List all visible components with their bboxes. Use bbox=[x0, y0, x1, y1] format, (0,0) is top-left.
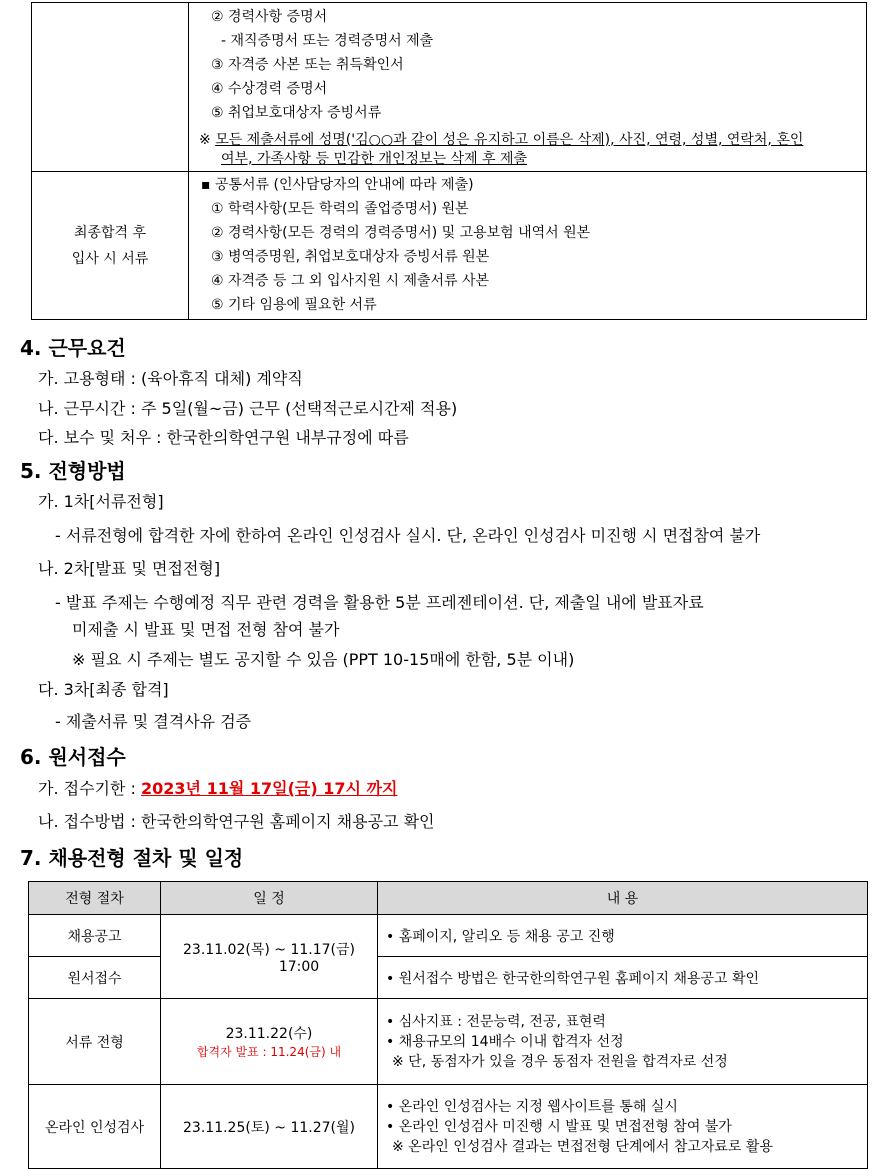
content-line: • 온라인 인성검사는 지정 웹사이트를 통해 실시 bbox=[386, 1098, 678, 1115]
row-label-empty bbox=[32, 3, 189, 172]
deadline bbox=[38, 776, 397, 799]
list-item: ④ 자격증 등 그 외 입사지원 시 제출서류 사본 bbox=[211, 273, 490, 289]
list-item: ② 경력사항(모든 경력의 경력증명서) 및 고용보험 내역서 원본 bbox=[211, 225, 591, 241]
list-item: ⑤ 취업보호대상자 증빙서류 bbox=[211, 105, 382, 121]
list-item: ③ 자격증 사본 또는 취득확인서 bbox=[211, 57, 404, 73]
column-header: 내 용 bbox=[378, 882, 868, 915]
privacy-note bbox=[199, 131, 866, 169]
table-row bbox=[29, 1085, 868, 1169]
table-row bbox=[32, 3, 867, 172]
stage-2-detail-cont: 미제출 시 발표 및 면접 전형 참여 불가 bbox=[72, 620, 340, 639]
working-hours: 나. 근무시간 : 주 5일(월~금) 근무 (선택적근로시간제 적용) bbox=[38, 399, 458, 418]
section-title-4: 4. 근무요건 bbox=[20, 336, 126, 360]
step-cell: 원서접수 bbox=[29, 957, 161, 999]
note-text: 모든 제출서류에 성명('김○○과 같이 성은 유지하고 이름은 삭제), 사진, 연령, 성별, 연락처, 혼인 bbox=[215, 132, 804, 148]
documents-table bbox=[31, 2, 867, 320]
content-cell bbox=[378, 999, 868, 1085]
note-text-cont: 여부, 가족사항 등 민감한 개인정보는 삭제 후 제출 bbox=[221, 151, 528, 167]
section-title-7: 7. 채용전형 절차 및 일정 bbox=[20, 846, 244, 870]
step-cell: 채용공고 bbox=[29, 915, 161, 957]
step-cell: 서류 전형 bbox=[29, 999, 161, 1085]
table-row bbox=[29, 999, 868, 1085]
date-line: 23.11.22(수) bbox=[225, 1026, 313, 1042]
date-line: 23.11.02(목) ~ 11.17(금) bbox=[183, 941, 355, 958]
step-cell: 온라인 인성검사 bbox=[29, 1085, 161, 1169]
date-cell: 23.11.25(토) ~ 11.27(월) bbox=[161, 1085, 378, 1169]
row-content bbox=[189, 3, 867, 172]
list-item: ⑤ 기타 임용에 필요한 서류 bbox=[211, 297, 377, 313]
content-line: • 심사지표 : 전문능력, 전공, 표현력 bbox=[386, 1013, 606, 1030]
column-header: 일 정 bbox=[161, 882, 378, 915]
list-item: ③ 병역증명원, 취업보호대상자 증빙서류 원본 bbox=[211, 249, 490, 265]
row-label bbox=[32, 172, 189, 320]
date-cell bbox=[161, 999, 378, 1085]
deadline-value: 2023년 11월 17일(금) 17시 까지 bbox=[141, 779, 398, 798]
list-item: ▪ 공통서류 (인사담당자의 안내에 따라 제출) bbox=[201, 177, 474, 193]
section-title-6: 6. 원서접수 bbox=[20, 745, 126, 769]
announce-date: 합격자 발표 : 11.24(금) 내 bbox=[196, 1045, 342, 1059]
column-header: 전형 절차 bbox=[29, 882, 161, 915]
content-line: • 채용규모의 14배수 이내 합격자 선정 bbox=[386, 1033, 624, 1050]
list-item: - 재직증명서 또는 경력증명서 제출 bbox=[221, 33, 434, 49]
content-line: • 온라인 인성검사 미진행 시 발표 및 면접전형 참여 불가 bbox=[386, 1118, 732, 1135]
content-line: ※ 온라인 인성검사 결과는 면접전형 단계에서 참고자료로 활용 bbox=[392, 1138, 773, 1155]
list-item: ② 경력사항 증명서 bbox=[211, 9, 328, 25]
stage-2: 나. 2차[발표 및 면접전형] bbox=[38, 559, 221, 578]
section-title-5: 5. 전형방법 bbox=[20, 459, 126, 483]
stage-1-detail: - 서류전형에 합격한 자에 한하여 온라인 인성검사 실시. 단, 온라인 인성검사 미진행 시 면접참여 불가 bbox=[55, 526, 761, 545]
deadline-label: 가. 접수기한 : bbox=[38, 779, 142, 798]
stage-3: 다. 3차[최종 합격] bbox=[38, 680, 169, 699]
content-cell: • 원서접수 방법은 한국한의학연구원 홈페이지 채용공고 확인 bbox=[378, 957, 868, 999]
list-item: ① 학력사항(모든 학력의 졸업증명서) 원본 bbox=[211, 201, 469, 217]
row-content bbox=[189, 172, 867, 320]
table-row bbox=[29, 957, 868, 999]
schedule-table bbox=[28, 881, 868, 1169]
note-mark: ※ bbox=[199, 132, 216, 148]
date-cell bbox=[161, 915, 378, 999]
stage-1: 가. 1차[서류전형] bbox=[38, 492, 164, 511]
label-line: 최종합격 후 bbox=[73, 224, 147, 241]
list-item: ④ 수상경력 증명서 bbox=[211, 81, 328, 97]
stage-3-detail: - 제출서류 및 결격사유 검증 bbox=[55, 712, 252, 731]
stage-2-note: ※ 필요 시 주제는 별도 공지할 수 있음 (PPT 10-15매에 한함, 5분 이내) bbox=[72, 650, 575, 669]
table-header-row bbox=[29, 882, 868, 915]
date-line: 17:00 bbox=[278, 958, 320, 975]
content-cell bbox=[378, 1085, 868, 1169]
employment-type: 가. 고용형태 : (육아휴직 대체) 계약직 bbox=[38, 369, 303, 388]
table-row bbox=[32, 172, 867, 320]
content-line: ※ 단, 동점자가 있을 경우 동점자 전원을 합격자로 선정 bbox=[392, 1053, 728, 1070]
content-cell: • 홈페이지, 알리오 등 채용 공고 진행 bbox=[378, 915, 868, 957]
label-line: 입사 시 서류 bbox=[71, 250, 149, 267]
application-method: 나. 접수방법 : 한국한의학연구원 홈페이지 채용공고 확인 bbox=[38, 812, 435, 831]
salary: 다. 보수 및 처우 : 한국한의학연구원 내부규정에 따름 bbox=[38, 428, 409, 447]
stage-2-detail: - 발표 주제는 수행예정 직무 관련 경력을 활용한 5분 프레젠테이션. 단, 제출일 내에 발표자료 bbox=[55, 593, 704, 612]
table-row bbox=[29, 915, 868, 957]
